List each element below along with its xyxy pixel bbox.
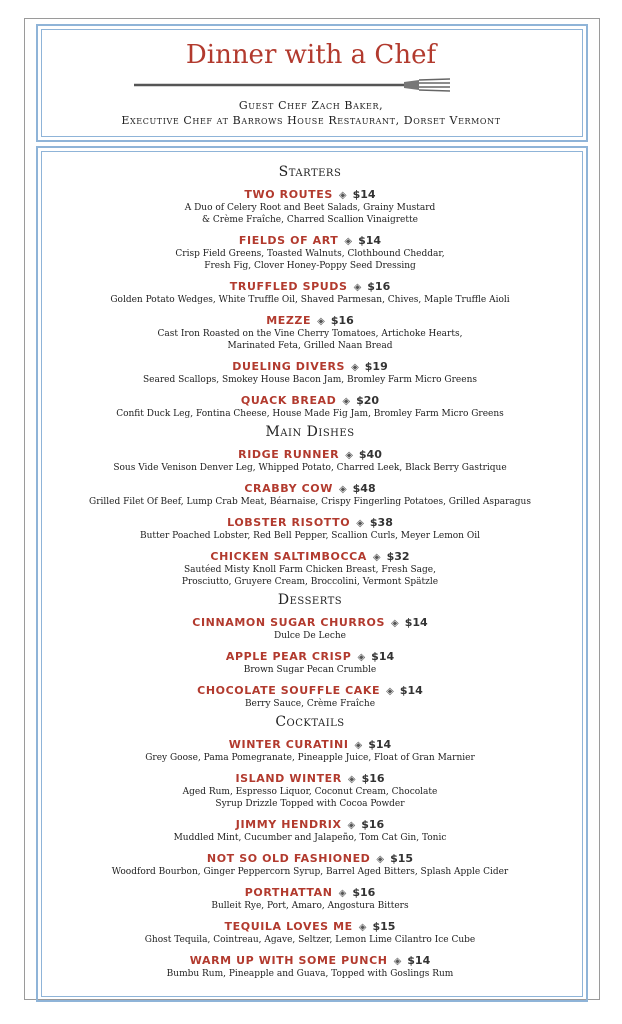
item-price: $14 bbox=[368, 738, 392, 751]
menu-item bbox=[36, 645, 584, 676]
item-description: Ghost Tequila, Cointreau, Agave, Seltzer, Lemon Lime Cilantro Ice Cube bbox=[144, 935, 476, 945]
menu-item bbox=[36, 477, 584, 508]
separator-icon: ◈ bbox=[347, 774, 356, 785]
item-name: RIDGE RUNNER bbox=[238, 448, 340, 461]
item-description: Confit Duck Leg, Fontina Cheese, House Made Fig Jam, Bromley Farm Micro Greens bbox=[116, 409, 504, 419]
section-title: Desserts bbox=[277, 592, 343, 608]
item-name: ISLAND WINTER bbox=[235, 772, 342, 785]
item-description: Marinated Feta, Grilled Naan Bread bbox=[227, 341, 393, 351]
item-description: & Crème Fraîche, Charred Scallion Vinaigrette bbox=[202, 215, 418, 225]
item-price: $38 bbox=[369, 516, 393, 529]
item-description: Bumbu Rum, Pineapple and Guava, Topped with Goslings Rum bbox=[166, 969, 454, 979]
item-price: $19 bbox=[364, 360, 388, 373]
menu-item bbox=[36, 229, 584, 272]
item-name: CHICKEN SALTIMBOCCA bbox=[210, 550, 367, 563]
item-price: $15 bbox=[372, 920, 396, 933]
item-description: Crisp Field Greens, Toasted Walnuts, Clothbound Cheddar, bbox=[175, 249, 445, 259]
menu-content bbox=[36, 160, 584, 983]
separator-icon: ◈ bbox=[347, 820, 356, 831]
item-name: NOT SO OLD FASHIONED bbox=[206, 852, 371, 865]
item-name: TEQUILA LOVES ME bbox=[224, 920, 353, 933]
separator-icon: ◈ bbox=[354, 740, 363, 751]
menu-item bbox=[36, 275, 584, 306]
item-name: FIELDS OF ART bbox=[238, 234, 339, 247]
menu-item bbox=[36, 183, 584, 226]
item-price: $14 bbox=[399, 684, 423, 697]
separator-icon: ◈ bbox=[353, 282, 362, 293]
item-description: A Duo of Celery Root and Beet Salads, Grainy Mustard bbox=[184, 203, 436, 213]
item-description: Brown Sugar Pecan Crumble bbox=[243, 665, 377, 675]
separator-icon: ◈ bbox=[338, 190, 347, 201]
item-name: WINTER CURATINI bbox=[228, 738, 349, 751]
item-name: MEZZE bbox=[266, 314, 312, 327]
section-title: Main Dishes bbox=[265, 424, 355, 440]
menu-item bbox=[36, 847, 584, 878]
separator-icon: ◈ bbox=[351, 362, 359, 373]
menu-item bbox=[36, 355, 584, 386]
item-name: CHOCOLATE SOUFFLE CAKE bbox=[197, 684, 381, 697]
menu-item bbox=[36, 949, 584, 980]
item-name: DUELING DIVERS bbox=[232, 360, 346, 373]
menu-item bbox=[36, 545, 584, 588]
separator-icon: ◈ bbox=[338, 484, 347, 495]
item-description: Grilled Filet Of Beef, Lump Crab Meat, Béarnaise, Crispy Fingerling Potatoes, Grilled Asparagus bbox=[89, 497, 531, 507]
separator-icon: ◈ bbox=[342, 396, 351, 407]
guest-chef-info bbox=[0, 98, 622, 128]
item-name: CINNAMON SUGAR CHURROS bbox=[192, 616, 386, 629]
item-description: Seared Scallops, Smokey House Bacon Jam, Bromley Farm Micro Greens bbox=[143, 375, 477, 385]
item-description: Aged Rum, Espresso Liquor, Coconut Cream, Chocolate bbox=[182, 787, 438, 797]
item-price: $32 bbox=[386, 550, 410, 563]
item-name: TRUFFLED SPUDS bbox=[229, 280, 348, 293]
item-description: Butter Poached Lobster, Red Bell Pepper, Scallion Curls, Meyer Lemon Oil bbox=[140, 531, 480, 541]
item-price: $16 bbox=[330, 314, 354, 327]
item-price: $14 bbox=[407, 954, 431, 967]
item-description: Syrup Drizzle Topped with Cocoa Powder bbox=[215, 799, 405, 809]
guest-line-2: Executive Chef at Barrows House Restaurant, Dorset Vermont bbox=[121, 114, 501, 127]
item-description: Fresh Fig, Clover Honey-Poppy Seed Dressing bbox=[204, 261, 416, 271]
menu-item bbox=[36, 733, 584, 764]
section-title: Cocktails bbox=[275, 714, 345, 730]
separator-icon: ◈ bbox=[386, 686, 394, 697]
menu-title: Dinner with a Chef bbox=[185, 40, 437, 70]
menu-item bbox=[36, 611, 584, 642]
guest-line-1: Guest Chef Zach Baker, bbox=[238, 99, 384, 112]
item-price: $16 bbox=[361, 818, 385, 831]
separator-icon: ◈ bbox=[358, 922, 367, 933]
item-price: $16 bbox=[361, 772, 385, 785]
separator-icon: ◈ bbox=[317, 316, 325, 327]
separator-icon: ◈ bbox=[344, 236, 353, 247]
item-description: Woodford Bourbon, Ginger Peppercorn Syrup, Barrel Aged Bitters, Splash Apple Cider bbox=[111, 867, 509, 877]
separator-icon: ◈ bbox=[356, 518, 364, 529]
item-description: Grey Goose, Pama Pomegranate, Pineapple Juice, Float of Gran Marnier bbox=[145, 753, 475, 763]
item-description: Prosciutto, Gruyere Cream, Broccolini, Vermont Spätzle bbox=[181, 577, 439, 587]
menu-item bbox=[36, 511, 584, 542]
item-price: $14 bbox=[358, 234, 382, 247]
item-price: $48 bbox=[352, 482, 376, 495]
item-price: $16 bbox=[367, 280, 391, 293]
item-price: $15 bbox=[390, 852, 414, 865]
fork-icon bbox=[134, 78, 454, 92]
item-name: PORTHATTAN bbox=[244, 886, 333, 899]
menu-item bbox=[36, 767, 584, 810]
section-title: Starters bbox=[278, 164, 342, 180]
item-price: $16 bbox=[352, 886, 376, 899]
item-price: $14 bbox=[352, 188, 376, 201]
separator-icon: ◈ bbox=[372, 552, 381, 563]
separator-icon: ◈ bbox=[391, 618, 399, 629]
item-description: Dulce De Leche bbox=[274, 631, 346, 641]
menu-item bbox=[36, 881, 584, 912]
menu-item bbox=[36, 443, 584, 474]
item-description: Golden Potato Wedges, White Truffle Oil, Shaved Parmesan, Chives, Maple Truffle Aioli bbox=[110, 295, 510, 305]
item-description: Berry Sauce, Crème Fraîche bbox=[244, 699, 376, 709]
item-name: APPLE PEAR CRISP bbox=[225, 650, 352, 663]
item-name: CRABBY COW bbox=[244, 482, 333, 495]
item-description: Cast Iron Roasted on the Vine Cherry Tomatoes, Artichoke Hearts, bbox=[157, 329, 463, 339]
item-price: $20 bbox=[356, 394, 380, 407]
separator-icon: ◈ bbox=[376, 854, 385, 865]
item-name: LOBSTER RISOTTO bbox=[227, 516, 351, 529]
item-description: Bulleit Rye, Port, Amaro, Angostura Bitters bbox=[211, 901, 409, 911]
separator-icon: ◈ bbox=[393, 956, 402, 967]
menu-item bbox=[36, 813, 584, 844]
menu-item bbox=[36, 389, 584, 420]
item-description: Sous Vide Venison Denver Leg, Whipped Potato, Charred Leek, Black Berry Gastrique bbox=[113, 463, 507, 473]
item-name: QUACK BREAD bbox=[240, 394, 337, 407]
menu-item bbox=[36, 679, 584, 710]
item-description: Sautéed Misty Knoll Farm Chicken Breast, Fresh Sage, bbox=[184, 565, 436, 575]
separator-icon: ◈ bbox=[338, 888, 347, 899]
menu-item bbox=[36, 309, 584, 352]
item-name: WARM UP WITH SOME PUNCH bbox=[189, 954, 388, 967]
item-price: $14 bbox=[404, 616, 428, 629]
item-description: Muddled Mint, Cucumber and Jalapeño, Tom Cat Gin, Tonic bbox=[173, 833, 447, 843]
menu-item bbox=[36, 915, 584, 946]
separator-icon: ◈ bbox=[345, 450, 353, 461]
separator-icon: ◈ bbox=[357, 652, 366, 663]
item-price: $14 bbox=[371, 650, 395, 663]
item-name: TWO ROUTES bbox=[244, 188, 333, 201]
item-name: JIMMY HENDRIX bbox=[235, 818, 342, 831]
item-price: $40 bbox=[358, 448, 382, 461]
